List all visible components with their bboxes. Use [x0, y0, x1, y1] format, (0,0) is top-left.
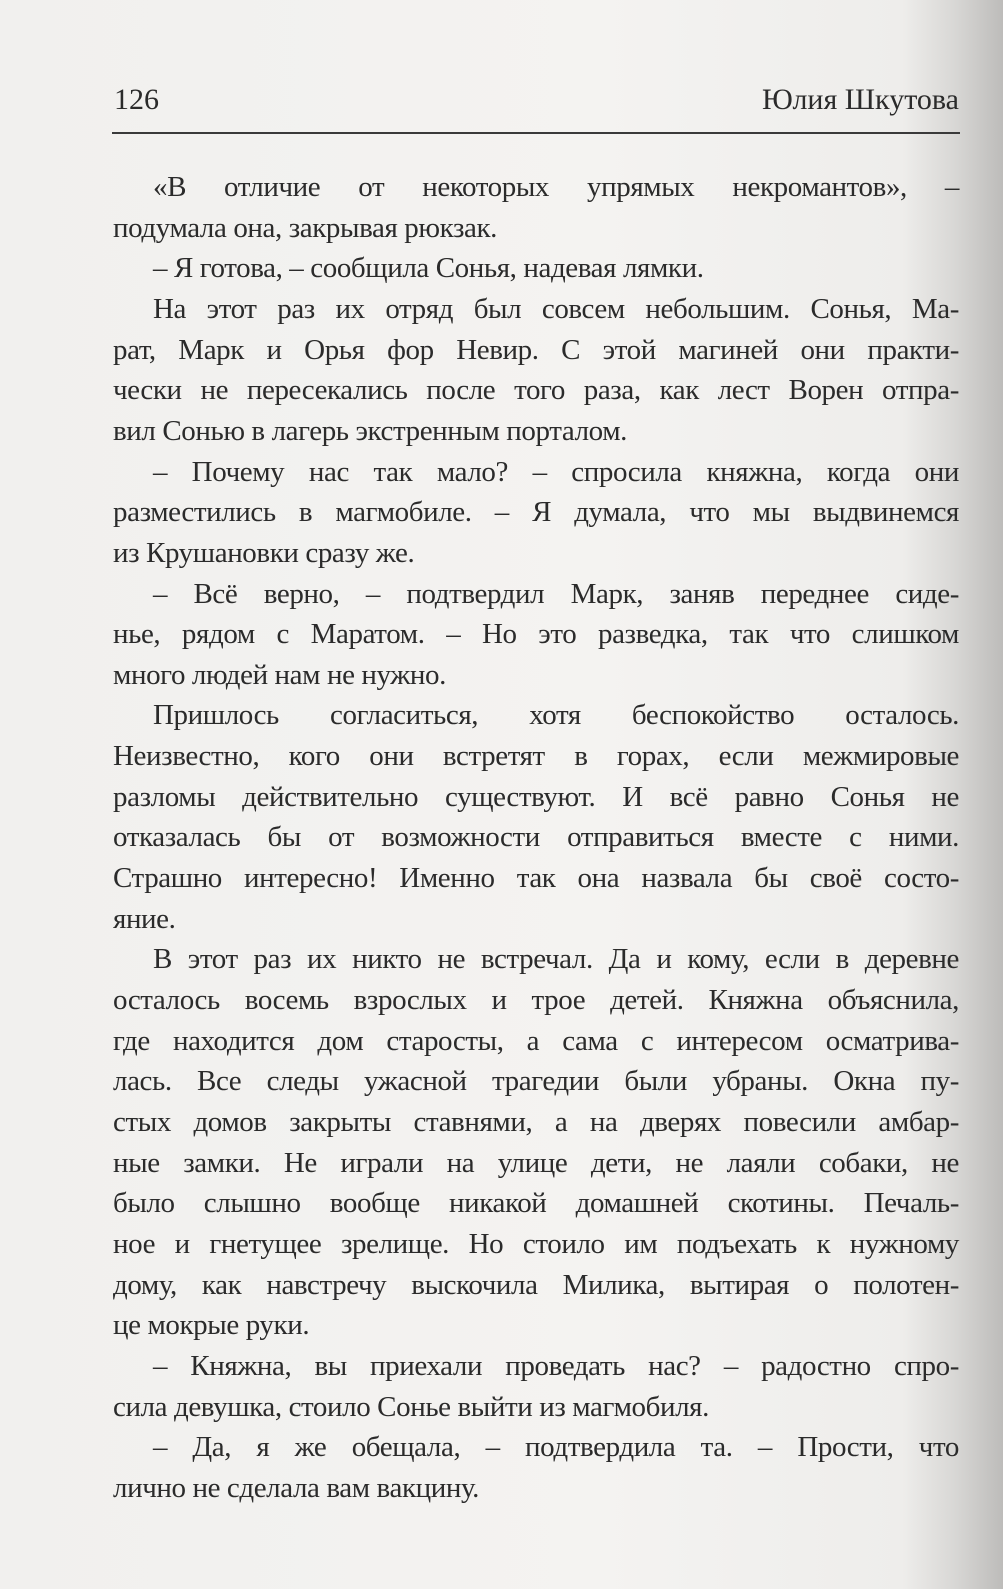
text-line: – Я готова, – сообщила Сонья, надевая лямки. [153, 252, 704, 285]
text-line: было слышно вообще никакой домашней скотины. Печаль- [113, 1187, 959, 1220]
text-line: яние. [113, 902, 176, 935]
text-line: осталось восемь взрослых и трое детей. Княжна объяснила, [113, 984, 959, 1016]
text-line: ные замки. Не играли на улице дети, не лаяли собаки, не [113, 1146, 959, 1179]
text-line: На этот раз их отряд был совсем небольшим. Сонья, Ма- [153, 292, 959, 325]
running-header-author: Юлия Шкутова [762, 83, 959, 116]
text-line: из Крушановки сразу же. [113, 536, 415, 569]
text-line: В этот раз их никто не встречал. Да и кому, если в деревне [153, 943, 959, 976]
text-line: отказалась бы от возможности отправиться вместе с ними. [113, 821, 959, 854]
text-line: нье, рядом с Маратом. – Но это разведка, так что слишком [113, 618, 959, 651]
text-line: разломы действительно существуют. И всё равно Сонья не [113, 780, 959, 813]
text-line: вил Сонью в лагерь экстренным порталом. [113, 414, 628, 447]
text-line: подумала она, закрывая рюкзак. [113, 211, 498, 244]
text-line: лась. Все следы ужасной трагедии были убраны. Окна пу- [113, 1065, 959, 1098]
text-line: Пришлось согласиться, хотя беспокойство осталось. [153, 699, 959, 732]
text-line: много людей нам не нужно. [113, 658, 446, 691]
text-line: – Всё верно, – подтвердил Марк, заняв переднее сиде- [153, 577, 959, 610]
text-line: – Княжна, вы приехали проведать нас? – радостно спро- [153, 1349, 959, 1382]
text-line: Страшно интересно! Именно так она назвала бы своё состо- [113, 862, 959, 895]
text-line: чески не пересекались после того раза, как лест Ворен отпра- [113, 374, 959, 407]
text-line: где находится дом старосты, а сама с интересом осматрива- [113, 1024, 959, 1057]
text-line: разместились в магмобиле. – Я думала, что мы выдвинемся [113, 496, 959, 529]
text-line: Неизвестно, кого они встретят в горах, если межмировые [113, 740, 959, 773]
text-line: рат, Марк и Орья фор Невир. С этой магиней они практи- [113, 333, 959, 366]
text-line: ное и гнетущее зрелище. Но стоило им подъехать к нужному [113, 1227, 959, 1260]
text-line: – Да, я же обещала, – подтвердила та. – Прости, что [153, 1431, 959, 1464]
text-line: стых домов закрыты ставнями, а на дверях повесили амбар- [113, 1105, 959, 1138]
text-line: «В отличие от некоторых упрямых некромантов», – [153, 171, 959, 203]
page-number: 126 [114, 83, 159, 116]
text-line: дому, как навстречу выскочила Милика, вытирая о полотен- [113, 1268, 959, 1301]
text-line: сила девушка, стоило Сонье выйти из магмобиля. [113, 1390, 709, 1423]
text-line: – Почему нас так мало? – спросила княжна, когда они [153, 455, 959, 488]
text-line: лично не сделала вам вакцину. [113, 1471, 480, 1504]
text-line: це мокрые руки. [113, 1309, 310, 1342]
